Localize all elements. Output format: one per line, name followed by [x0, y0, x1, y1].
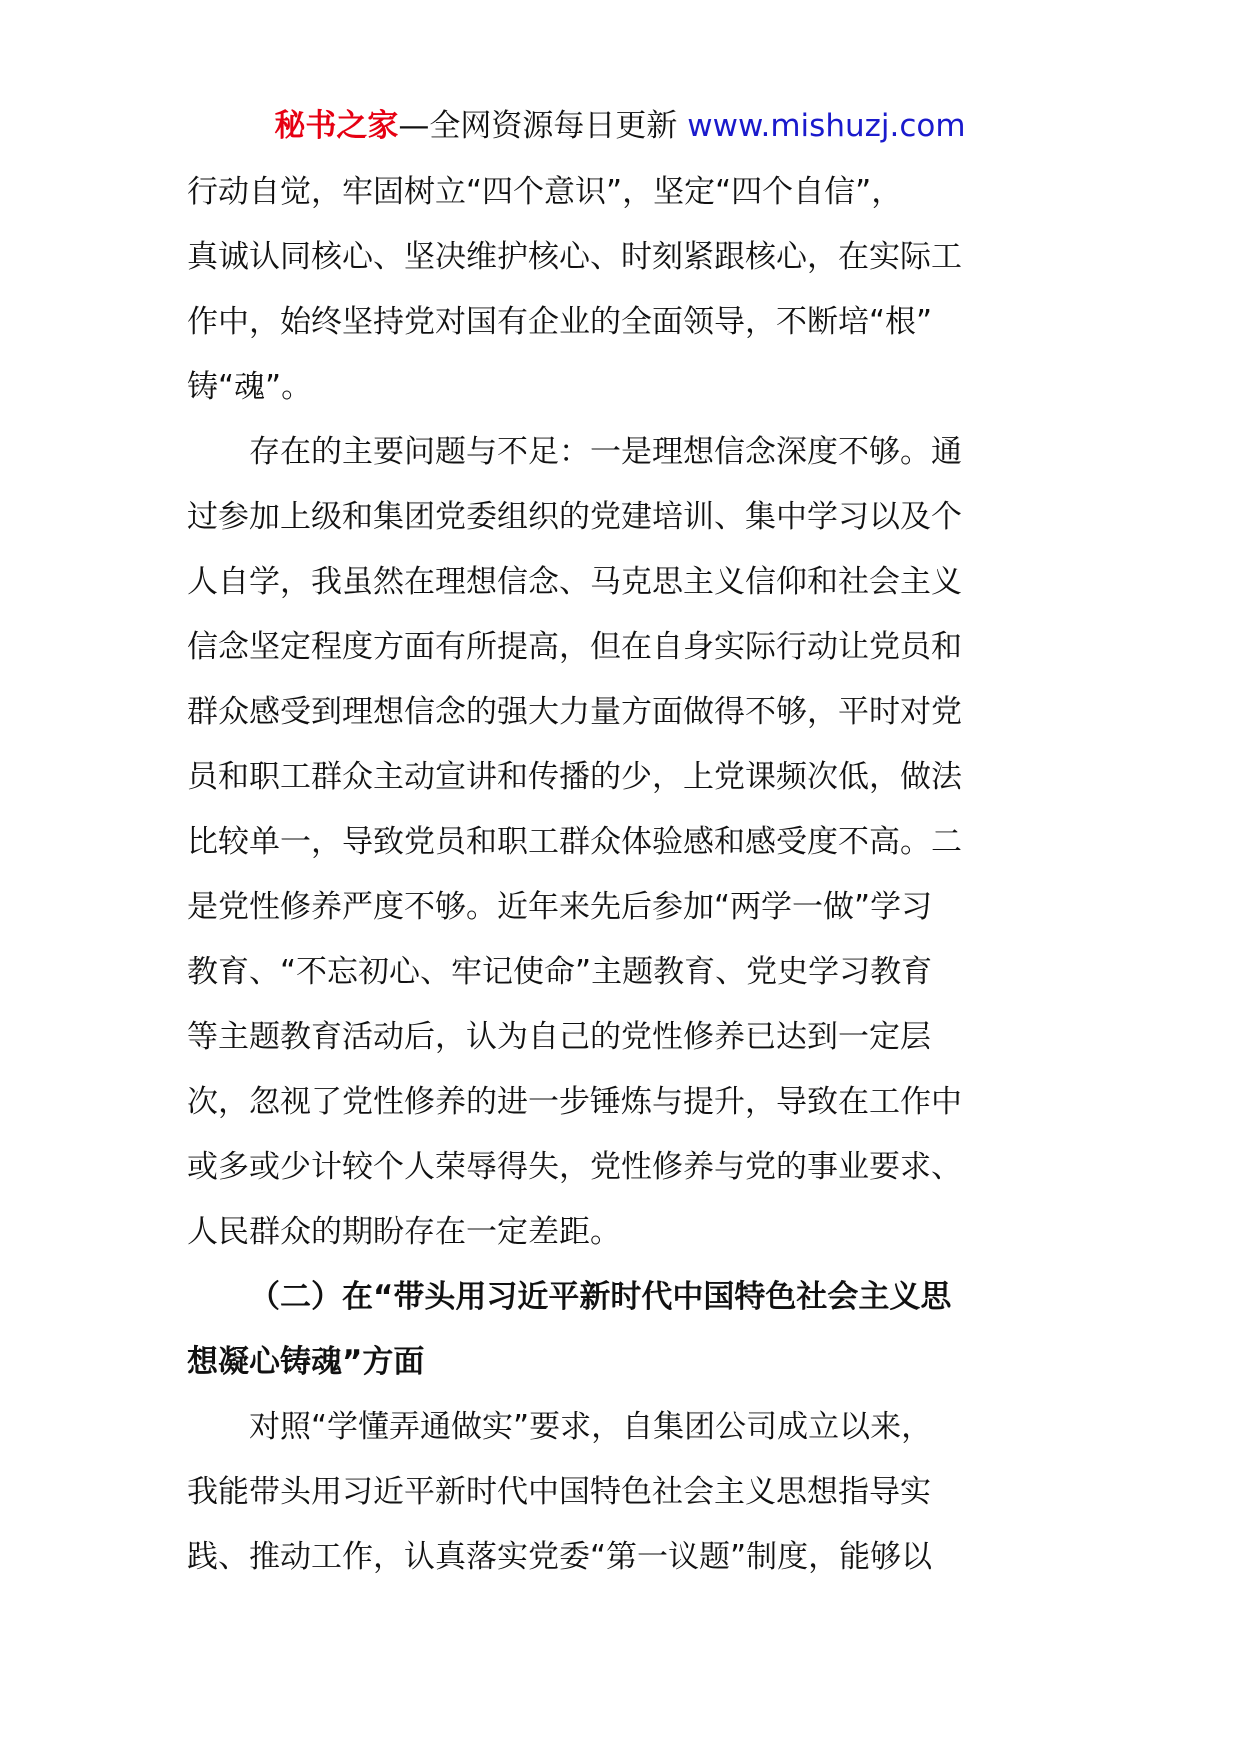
paragraph-line: 是党性修养严度不够。近年来先后参加“两学一做”学习 [187, 889, 933, 925]
paragraph-line: 人民群众的期盼存在一定差距。 [187, 1214, 621, 1250]
site-brand: 秘书之家 [274, 108, 399, 144]
document-body [187, 160, 1057, 1590]
paragraph-line: 行动自觉，牢固树立“四个意识”，坚定“四个自信”， [187, 174, 903, 210]
paragraph-line: 过参加上级和集团党委组织的党建培训、集中学习以及个 [187, 499, 962, 535]
paragraph-line: 等主题教育活动后，认为自己的党性修养已达到一定层 [187, 1019, 931, 1055]
paragraph-line: 铸“魂”。 [187, 369, 313, 405]
paragraph-line: 员和职工群众主动宣讲和传播的少，上党课频次低，做法 [187, 759, 962, 795]
paragraph-line: 对照“学懂弄通做实”要求，自集团公司成立以来， [249, 1409, 933, 1445]
paragraph-line: 真诚认同核心、坚决维护核心、时刻紧跟核心，在实际工 [187, 239, 962, 275]
paragraph-line: 比较单一，导致党员和职工群众体验感和感受度不高。二 [187, 824, 962, 860]
paragraph-line: 人自学，我虽然在理想信念、马克思主义信仰和社会主义 [187, 564, 962, 600]
paragraph-line: 次，忽视了党性修养的进一步锤炼与提升，导致在工作中 [187, 1084, 962, 1120]
paragraph-line: 践、推动工作，认真落实党委“第一议题”制度，能够以 [187, 1539, 933, 1575]
paragraph-line: 信念坚定程度方面有所提高，但在自身实际行动让党员和 [187, 629, 962, 665]
paragraph-line: 作中，始终坚持党对国有企业的全面领导，不断培“根” [187, 304, 933, 340]
site-tagline: —全网资源每日更新 [398, 108, 688, 144]
section-heading-line: （二）在“带头用习近平新时代中国特色社会主义思 [249, 1279, 952, 1315]
paragraph-line: 我能带头用习近平新时代中国特色社会主义思想指导实 [187, 1474, 931, 1510]
site-header [0, 104, 1240, 148]
site-url-link[interactable]: www.mishuzj.com [687, 108, 966, 144]
paragraph-line: 教育、“不忘初心、牢记使命”主题教育、党史学习教育 [187, 954, 933, 990]
section-heading-line: 想凝心铸魂”方面 [187, 1344, 425, 1380]
paragraph-line: 或多或少计较个人荣辱得失，党性修养与党的事业要求、 [187, 1149, 962, 1185]
paragraph-line: 群众感受到理想信念的强大力量方面做得不够，平时对党 [187, 694, 962, 730]
paragraph-line: 存在的主要问题与不足：一是理想信念深度不够。通 [249, 434, 962, 470]
